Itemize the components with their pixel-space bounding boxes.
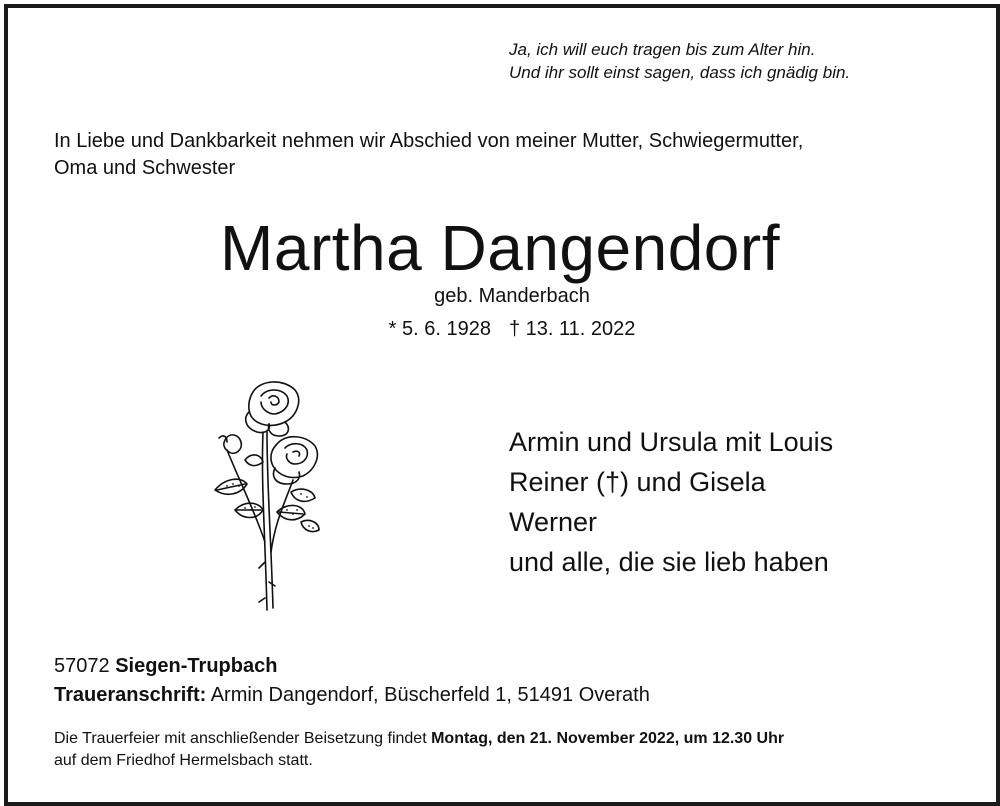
verse-line-1: Ja, ich will euch tragen bis zum Alter hin. (509, 40, 816, 59)
death-date: † 13. 11. 2022 (508, 318, 636, 340)
funeral-line-1 (54, 728, 784, 750)
location-line (54, 652, 650, 681)
birth-name: geb. Manderbach (434, 285, 590, 307)
funeral-text: Die Trauerfeier mit anschließender Beisetzung findet (54, 730, 427, 747)
birth-date: * 5. 6. 1928 (388, 318, 491, 340)
funeral-line-2: auf dem Friedhof Hermelsbach statt. (54, 752, 313, 769)
mourner-line: und alle, die sie lieb haben (509, 547, 829, 577)
life-dates (0, 318, 1000, 341)
rose-illustration-icon (205, 372, 330, 617)
mourning-address-line (54, 681, 650, 710)
intro-line-1: In Liebe und Dankbarkeit nehmen wir Abschied von meiner Mutter, Schwiegermutter, (54, 130, 804, 152)
mourning-address-value: Armin Dangendorf, Büscherfeld 1, 51491 Overath (210, 684, 650, 706)
mourning-address-label: Traueranschrift: (54, 684, 207, 706)
mourner-line: Armin und Ursula mit Louis (509, 427, 834, 457)
verse-line-2: Und ihr sollt einst sagen, dass ich gnädig bin. (509, 63, 851, 82)
deceased-name: Martha Dangendorf (220, 212, 780, 284)
mourner-line: Reiner (†) und Gisela (509, 467, 766, 497)
mourners-list (509, 422, 833, 582)
address-block (54, 652, 650, 710)
postal-code: 57072 (54, 655, 110, 677)
mourner-line: Werner (509, 507, 598, 537)
intro-text (54, 128, 803, 182)
place-name: Siegen-Trupbach (115, 655, 278, 677)
bible-verse (509, 38, 850, 84)
funeral-date-time: Montag, den 21. November 2022, um 12.30 Uhr (431, 730, 785, 747)
funeral-info (54, 728, 784, 772)
intro-line-2: Oma und Schwester (54, 157, 236, 179)
